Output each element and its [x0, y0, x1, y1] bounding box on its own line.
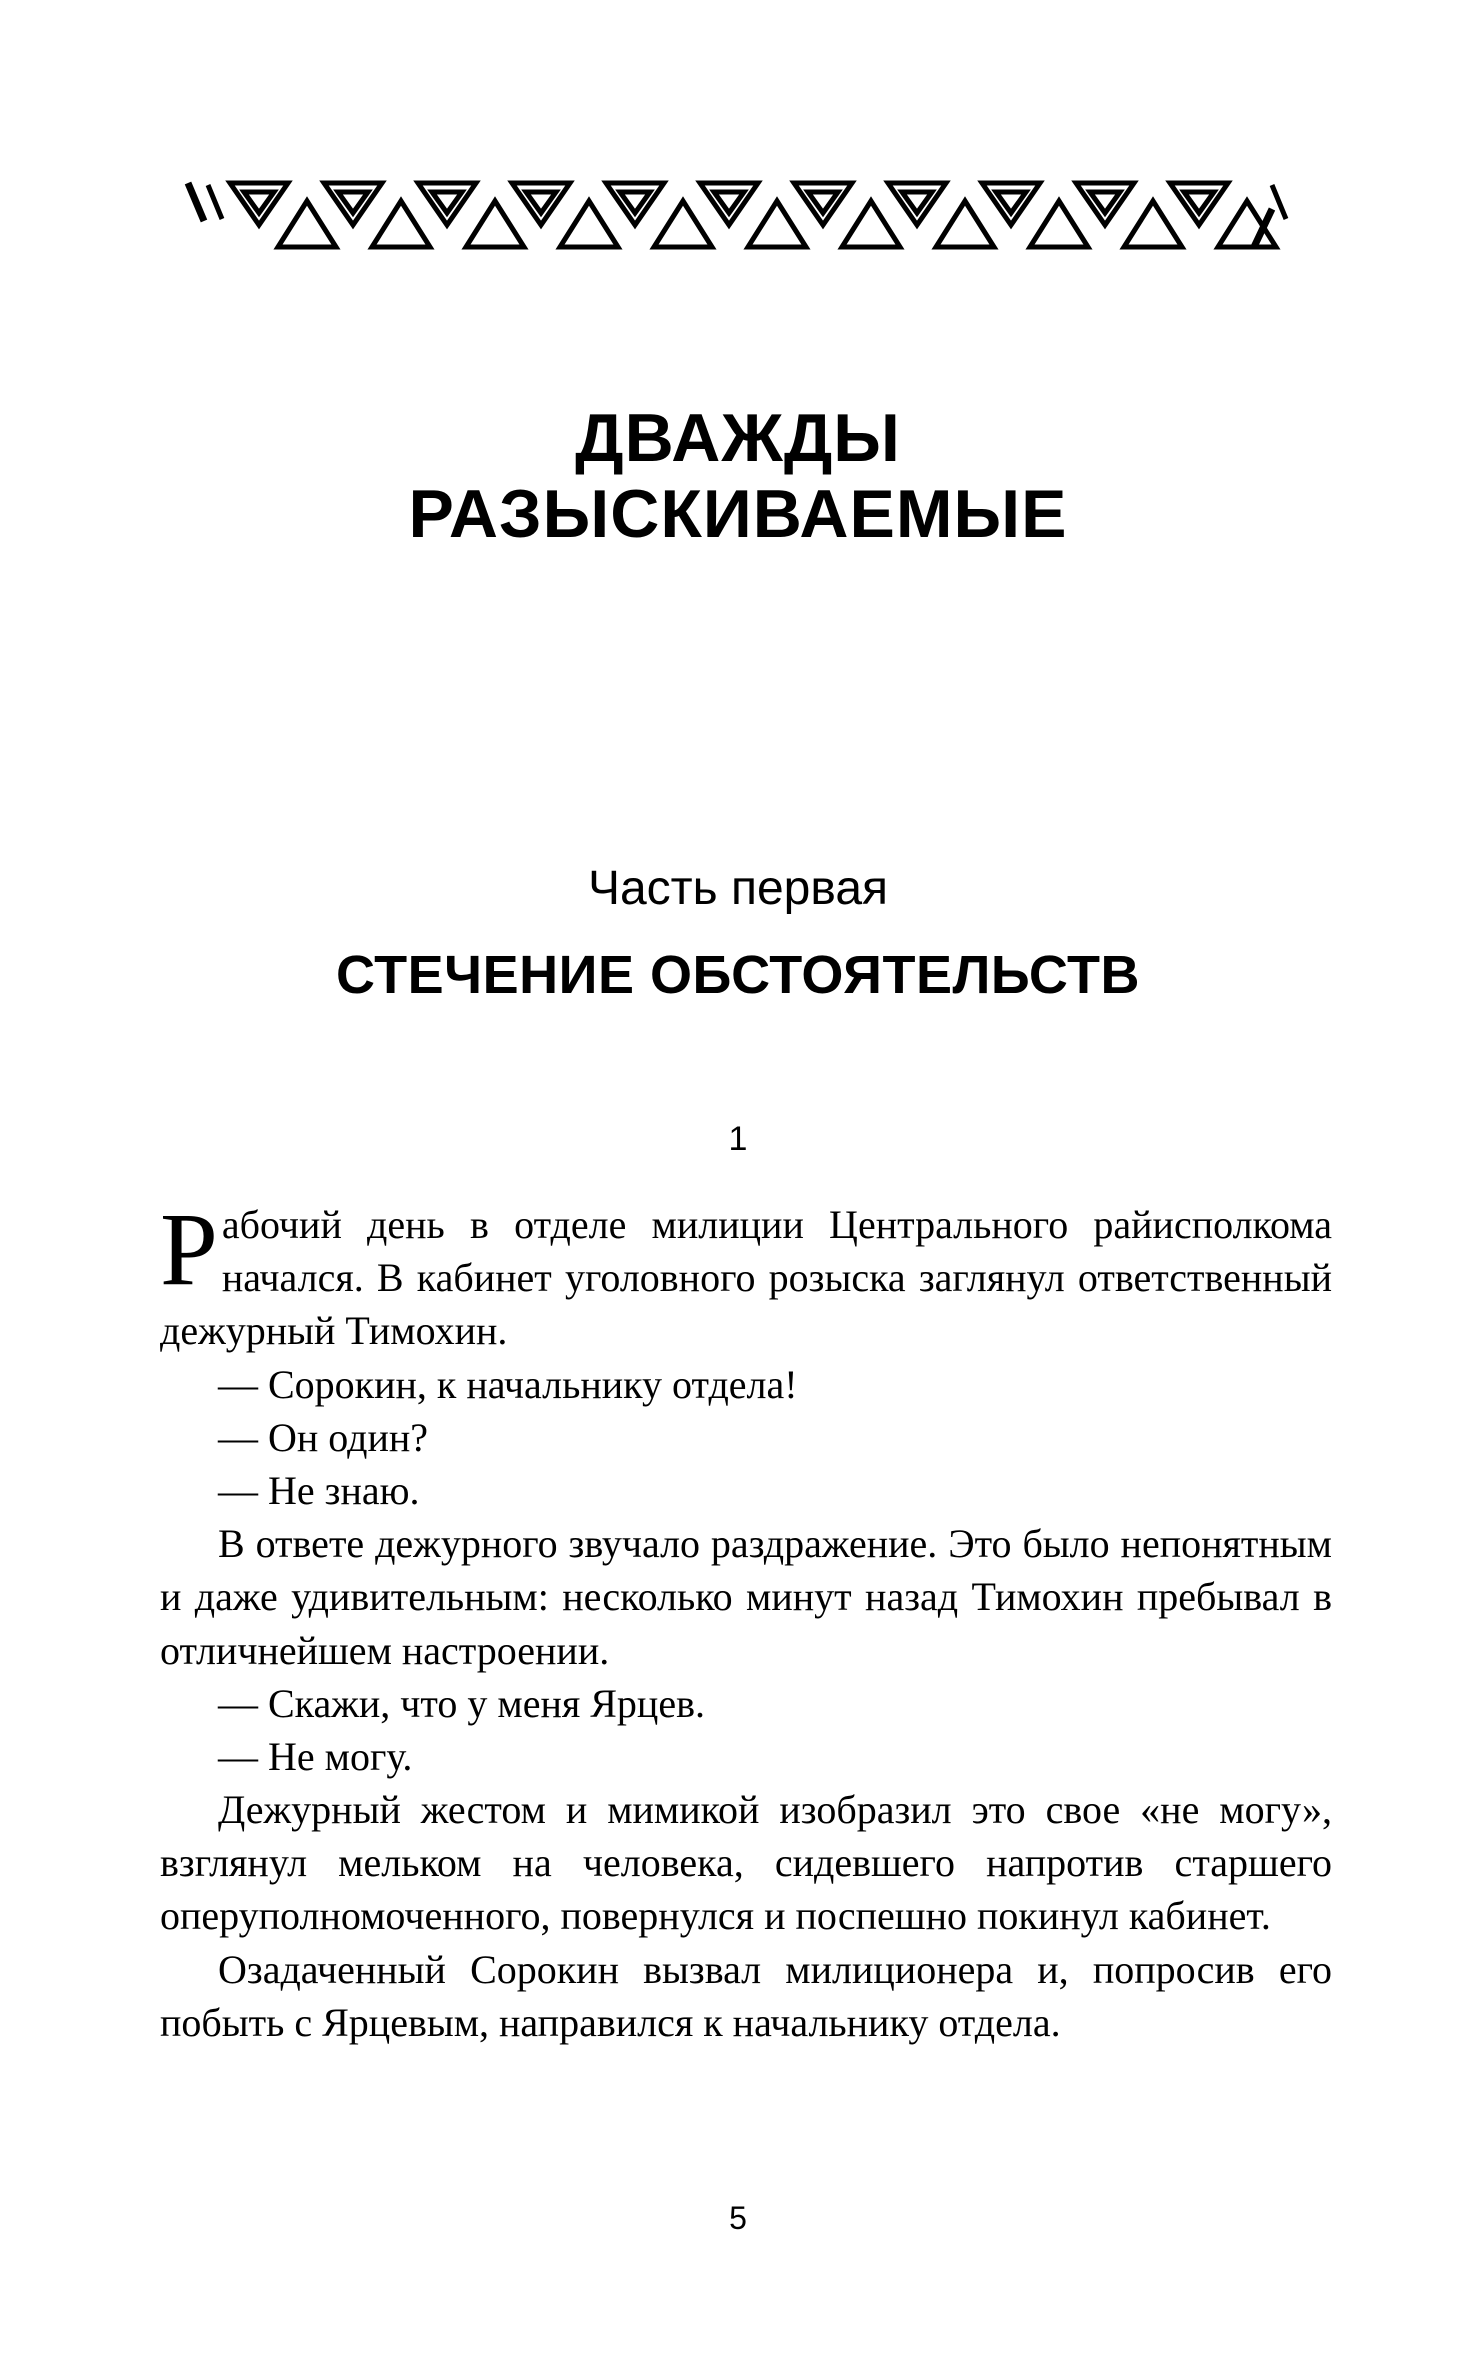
page-number: 5	[729, 2200, 747, 2236]
part-title: СТЕЧЕНИЕ ОБСТОЯТЕЛЬСТВ	[336, 944, 1140, 1005]
paragraph: В ответе дежурного звучало раздражение. Это было непонятным и даже удивительным: несколько минут назад Тимохин пребывал в отличнейшем настроении.	[160, 1521, 1332, 1673]
paragraph: — Он один?	[218, 1414, 429, 1460]
book-title-line-1: ДВАЖДЫ	[575, 400, 901, 476]
paragraph: Дежурный жестом и мимикой изобразил это свое «не могу», взглянул мельком на человека, сидевшего напротив старшего оперуполномоченного, повернулся и поспешно покинул кабинет.	[160, 1787, 1332, 1939]
paragraph: — Не знаю.	[218, 1467, 420, 1513]
book-title-line-2: РАЗЫСКИВАЕМЫЕ	[408, 476, 1068, 553]
paragraph: — Не могу.	[218, 1733, 413, 1779]
part-label: Часть первая	[587, 862, 889, 915]
paragraph: Озадаченный Сорокин вызвал милиционера и, попросив его побыть с Ярцевым, направился к начальнику отдела.	[160, 1946, 1332, 2045]
paragraph: — Сорокин, к начальнику отдела!	[218, 1361, 798, 1407]
paragraph: — Скажи, что у меня Ярцев.	[218, 1680, 705, 1726]
part-heading	[0, 860, 1476, 1006]
triangle-band-ornament	[178, 175, 1298, 255]
paragraph-text: абочий день в отделе милиции Центрального райисполкома начался. В кабинет уголовного розыска заглянул ответственный дежурный Тимохин.	[160, 1202, 1332, 1354]
page-title	[0, 400, 1476, 552]
body-text	[160, 1192, 1332, 2049]
chapter-number: 1	[728, 1120, 748, 1158]
drop-cap: Р	[160, 1192, 218, 1307]
paragraph-opening	[160, 1192, 1332, 1358]
